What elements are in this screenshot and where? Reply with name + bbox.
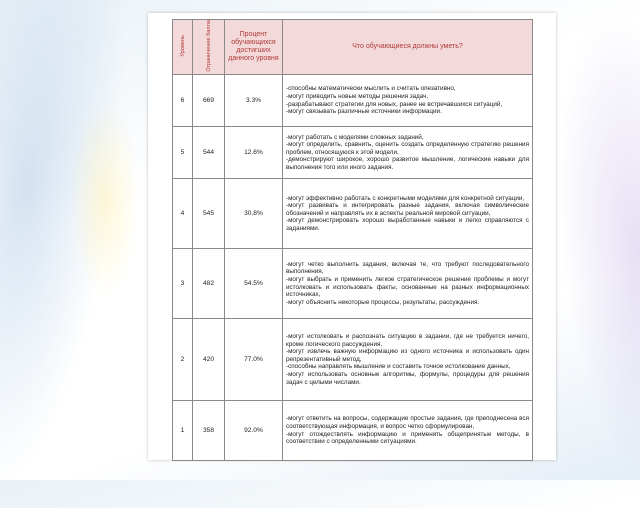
header-level: Уровень	[173, 20, 193, 75]
cell-skills	[283, 179, 533, 249]
cell-skills	[283, 75, 533, 127]
cell-score: 358	[193, 401, 225, 461]
header-score: Ограничение балла	[193, 20, 225, 75]
cell-percent: 92.0%	[225, 401, 283, 461]
cell-score: 545	[193, 179, 225, 249]
cell-percent: 3.3%	[225, 75, 283, 127]
skill-line: -разрабатывают стратегии для новых, ранее не встречавшихся ситуаций,	[286, 100, 503, 108]
cell-percent: 12.6%	[225, 127, 283, 179]
skill-line: -могут работать с моделями сложных заданий,	[286, 133, 424, 141]
skill-line: -могут демонстрировать хорошо выработанные навыки и легко справляются с заданиями.	[286, 217, 529, 233]
table-row	[173, 179, 533, 249]
skill-line: -могут отождествлять информацию и применять общепринятые методы, в соответствии с определенными ситуациями.	[286, 430, 529, 446]
cell-skills	[283, 249, 533, 319]
cell-level: 3	[173, 249, 193, 319]
table-row	[173, 75, 533, 127]
background-glow	[70, 100, 140, 300]
skill-line: -могут выбрать и применить легкое стратегическое решение проблемы и могут истолковать и использовать факты, основанные на разных информационных источниках,	[286, 276, 529, 299]
header-skills: Что обучающиеся должны уметь?	[283, 20, 533, 75]
document-sheet	[148, 13, 556, 460]
cell-score: 482	[193, 249, 225, 319]
table-row	[173, 127, 533, 179]
skill-line: -могут связывать различные источники информации.	[286, 108, 442, 116]
cell-level: 1	[173, 401, 193, 461]
cell-skills	[283, 127, 533, 179]
skill-line: -способны математически мыслить и считать опезативно,	[286, 85, 456, 93]
skill-line: -могут ответить на вопросы, содержащие простые задания, где преподнесена вся соответствующая информация, и вопрос четко сформулирован,	[286, 415, 529, 431]
cell-level: 4	[173, 179, 193, 249]
cell-score: 669	[193, 75, 225, 127]
table-body	[173, 75, 533, 461]
cell-level: 6	[173, 75, 193, 127]
header-percent: Процент обучающихся достигших данного уровня	[225, 20, 283, 75]
cell-percent: 77.0%	[225, 319, 283, 401]
cell-score: 420	[193, 319, 225, 401]
cell-level: 5	[173, 127, 193, 179]
skill-line: -могут четко выполнить задания, включая те, что требуют последовательного выполнения,	[286, 260, 529, 276]
table-row	[173, 319, 533, 401]
levels-table	[172, 19, 533, 461]
skill-line: -могут определить, сравнить, оценить создать определенную стратегию решения проблем, относящуюся к этой модели,	[286, 141, 529, 156]
table-row	[173, 401, 533, 461]
skill-line: -могут объяснить некоторые процессы, результаты, рассуждения.	[286, 298, 480, 306]
skill-line: -могут эффективно работать с конкретными моделями для конкретной ситуации,	[286, 194, 525, 202]
table-row	[173, 249, 533, 319]
skill-line: -способны направлять мышление и составить точное истолкование данных,	[286, 363, 511, 371]
skill-line: -демонстрируют широкое, хорошо развитое мышление, логические навыки для выполнения того или иного задания.	[286, 156, 529, 172]
skill-line: -могут извлечь важную информацию из одного источника и использовать один репрезентативный метод,	[286, 348, 529, 363]
cell-skills	[283, 401, 533, 461]
cell-level: 2	[173, 319, 193, 401]
skill-line: -могут приводить новые методы решения задач,	[286, 93, 429, 101]
skill-line: -могут использовать основные алгоритмы, формулы, процедуры для решения задач с целыми числами.	[286, 371, 529, 386]
cell-percent: 30.8%	[225, 179, 283, 249]
table-header-row	[173, 20, 533, 75]
skill-line: -могут развивать и интегрировать разные задания, включая символические обозначений и направлять их в аспекты реальной мировой ситуации,	[286, 202, 529, 217]
cell-skills	[283, 319, 533, 401]
skill-line: -могут истолковать и распознать ситуацию в задании, где не требуется ничего, кроме логического рассуждения,	[286, 333, 529, 348]
cell-score: 544	[193, 127, 225, 179]
cell-percent: 54.5%	[225, 249, 283, 319]
